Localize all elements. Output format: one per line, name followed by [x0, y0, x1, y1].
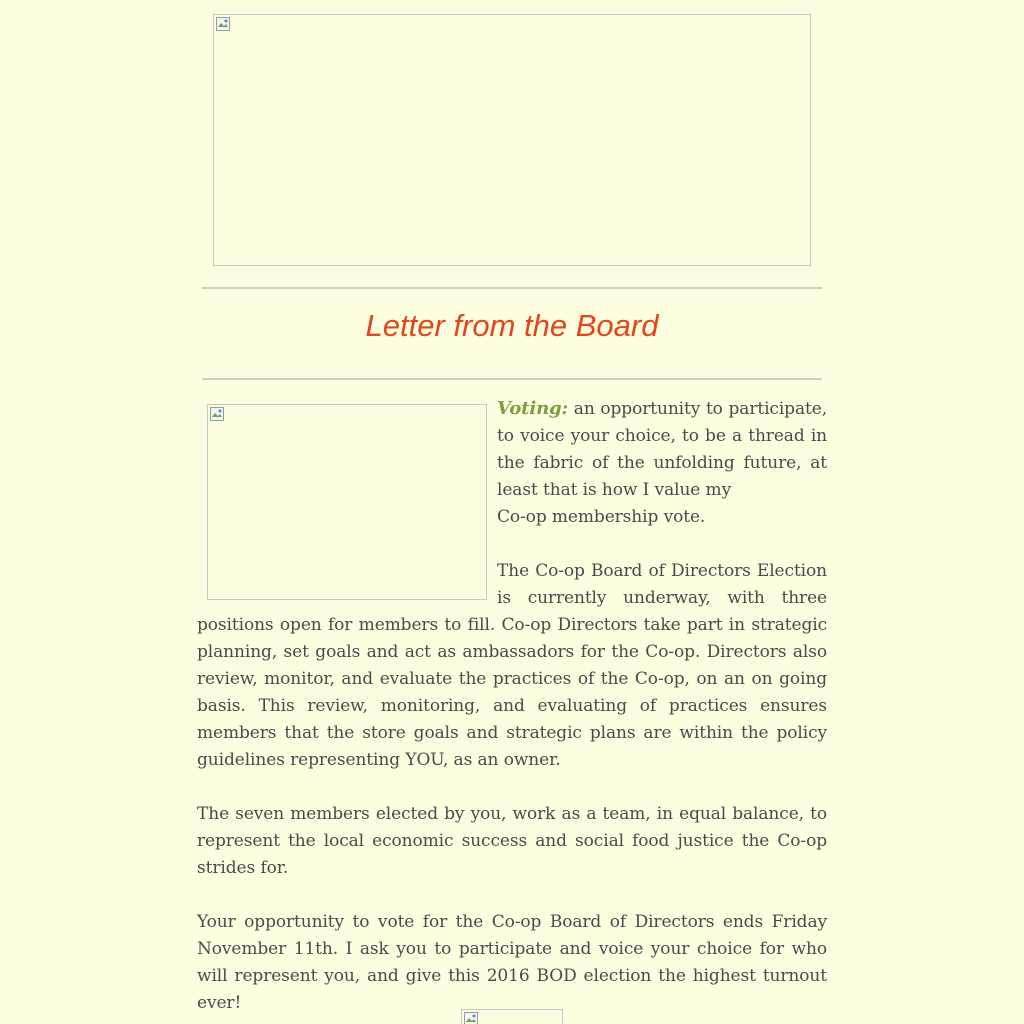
- lead-word: Voting:: [497, 398, 569, 419]
- broken-image-icon: [216, 17, 230, 31]
- footer-image: [461, 1009, 563, 1024]
- broken-image-icon: [464, 1012, 478, 1024]
- intro-text: an opportunity to participate, to voice your choice, to be a thread in the fabric of the unfolding future, at least that is how I value my: [497, 399, 827, 500]
- divider-bottom: [202, 378, 822, 380]
- paragraph-members: The seven members elected by you, work as a team, in equal balance, to represent the local economic success and social food justice the Co-op strides for.: [197, 804, 827, 878]
- image-float-spacer: [197, 395, 497, 611]
- page-title: Letter from the Board: [365, 308, 659, 343]
- paragraph-election: The Co-op Board of Directors Election is currently underway, with three positions open for members to fill. Co-op Directors take part in strategic planning, set goals and act as ambassadors for the Co-op. Directors also review, monitor, and evaluate the practices of the Co-op, on an on going basis. This review, monitoring, and evaluating of practices ensures members that the store goals and strategic plans are within the policy guidelines representing YOU, as an owner.: [197, 561, 827, 770]
- paragraph-vote-deadline: Your opportunity to vote for the Co-op Board of Directors ends Friday November 11th. I ask you to participate and voice your choice for who will represent you, and give this 2016 BOD election the highest turnout ever!: [197, 912, 827, 1013]
- intro-text-line2: Co-op membership vote.: [497, 507, 706, 527]
- hero-image: [213, 14, 811, 266]
- divider-top: [202, 287, 822, 289]
- article-body: [197, 395, 827, 1024]
